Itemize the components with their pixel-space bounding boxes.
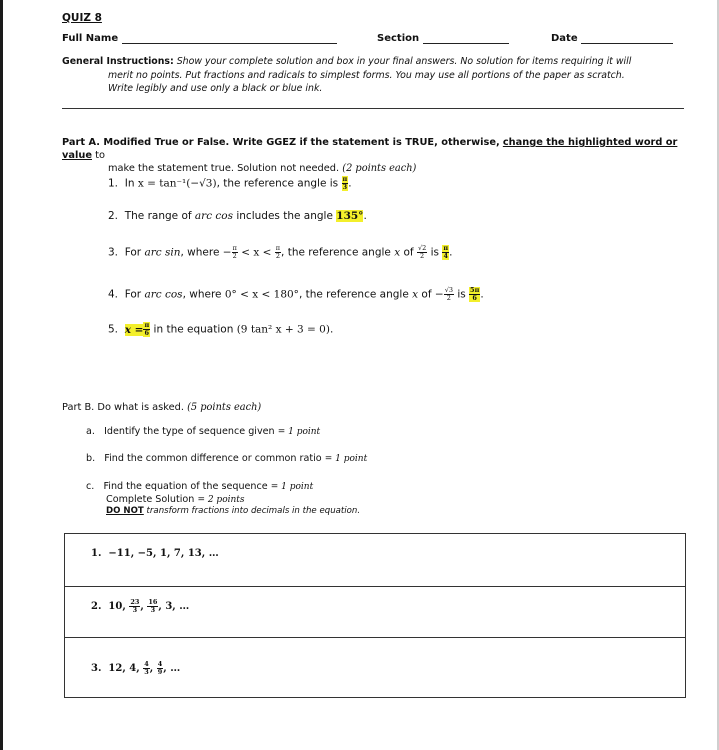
instructions-label: General Instructions: [62, 56, 174, 67]
fraction: $\frac{4}{9}$ [157, 660, 163, 676]
item-text: in the equation [153, 323, 234, 336]
fraction: $\frac{√2}{2}$ [417, 244, 427, 260]
item-text: For [124, 288, 142, 301]
full-name-field[interactable] [62, 33, 337, 44]
sequence-3: 3. 12, 4, $\frac{4}{3}$ , $\frac{4}{9}$ , … [91, 660, 181, 676]
item-number: 5. [108, 323, 119, 336]
item-text: In [124, 177, 135, 190]
highlighted-value: $\frac{\pi}{6}$ [144, 321, 150, 337]
fraction: $\frac{√3}{2}$ [444, 286, 453, 302]
item-number: 4. [108, 288, 119, 301]
part-a-heading [62, 136, 692, 175]
date-line[interactable] [581, 33, 673, 44]
part-b-task-c: c. Find the equation of the sequence = 1 point Complete Solution = 2 points DO NOT transform fractions into decimals in the equation. [86, 481, 361, 516]
section-label: Section [377, 33, 420, 44]
fraction: $\frac{16}{3}$ [148, 598, 158, 614]
quiz-title: QUIZ 8 [62, 12, 102, 24]
item-text: , where [182, 288, 222, 301]
item-expression: x = tan⁻¹(−√3) [137, 177, 217, 190]
item-function: arc cos [194, 210, 234, 222]
part-a-line-2: make the statement true. Solution not needed. [108, 163, 340, 174]
item-text: , where [180, 246, 220, 259]
fraction: $\frac{\pi}{2}$ [275, 244, 281, 260]
item-number: 3. [108, 246, 119, 259]
item-text: The range of [124, 210, 192, 222]
item-text: , the reference angle [281, 246, 391, 259]
item-text: includes the angle [236, 210, 333, 222]
part-a-points: (2 points each) [342, 163, 417, 174]
instructions-line-3: Write legibly and use only a black or blue ink. [108, 83, 323, 94]
fraction: $\frac{23}{3}$ [130, 598, 140, 614]
sequence-box-1[interactable] [64, 533, 686, 587]
full-name-label: Full Name [62, 33, 119, 44]
date-field[interactable] [551, 33, 673, 44]
part-a-item-4: 4. For arc cos, where 0° < x < 180°, the reference angle x of − $\frac{√3}{2}$ is $\frac{5\pi}{6}$ . [108, 286, 484, 302]
instructions-line-1: Show your complete solution and box in your final answers. No solution for items requiring it will [176, 56, 632, 67]
section-field[interactable] [377, 33, 509, 44]
item-function: arc sin [144, 246, 181, 259]
sequence-box-2[interactable] [64, 585, 686, 638]
part-b-title: Part B. Do what is asked. [62, 402, 184, 413]
date-label: Date [551, 33, 578, 44]
part-b-task-a: a. Identify the type of sequence given = 1 point [86, 426, 321, 437]
part-a-underlined: change the highlighted word or value [62, 137, 678, 161]
part-b-points: (5 points each) [187, 402, 262, 413]
part-b-task-b: b. Find the common difference or common ratio = 1 point [86, 453, 368, 464]
highlighted-value: x = [124, 323, 144, 336]
page-left-border [0, 0, 3, 750]
part-a-item-2: 2. The range of arc cos includes the angle 135°. [108, 210, 367, 222]
item-number: 2. [108, 210, 119, 222]
highlighted-value: $\frac{\pi}{3}$ [342, 175, 348, 191]
part-a-item-1: 1. In x = tan⁻¹(−√3), the reference angle is $\frac{\pi}{3}$ . [108, 175, 352, 191]
item-text: For [124, 246, 142, 259]
part-b-heading [62, 402, 261, 413]
divider [62, 108, 684, 109]
sequence-2: 2. 10, $\frac{23}{3}$ , $\frac{16}{3}$ , 3, … [91, 598, 190, 614]
part-a-item-3: 3. For arc sin, where − $\frac{\pi}{2}$ < x < $\frac{\pi}{2}$ , the reference angle x of $\frac{√2}{2}$ is $\frac{\pi}{4}$ . [108, 244, 453, 260]
item-number: 1. [108, 177, 119, 190]
highlighted-value: 135° [336, 210, 364, 222]
part-a-lead: Part A. Modified True or False. Write GGEZ if the statement is TRUE, otherwise, [62, 137, 500, 148]
item-text: , the reference angle is [216, 177, 339, 190]
fraction: $\frac{\pi}{2}$ [232, 244, 237, 260]
highlighted-value: $\frac{\pi}{4}$ [443, 244, 449, 260]
fraction: $\frac{4}{3}$ [144, 660, 149, 676]
item-text: , the reference angle [298, 288, 409, 301]
highlighted-value: $\frac{5\pi}{6}$ [470, 286, 480, 302]
full-name-line[interactable] [122, 33, 337, 44]
item-equation: (9 tan² x + 3 = 0) [236, 323, 330, 336]
instructions-line-2: merit no points. Put fractions and radicals to simplest forms. You may use all portions of the paper as scratch. [108, 69, 625, 81]
section-line[interactable] [423, 33, 509, 44]
item-condition: 0° < x < 180° [224, 288, 299, 301]
part-a-item-5: 5. x = $\frac{\pi}{6}$ in the equation (9 tan² x + 3 = 0). [108, 321, 334, 337]
sequence-box-3[interactable] [64, 637, 686, 698]
sequence-1: 1. −11, −5, 1, 7, 13, … [91, 548, 219, 559]
part-a-tail: to [95, 150, 105, 161]
item-function: arc cos [144, 288, 183, 301]
general-instructions [62, 55, 687, 96]
